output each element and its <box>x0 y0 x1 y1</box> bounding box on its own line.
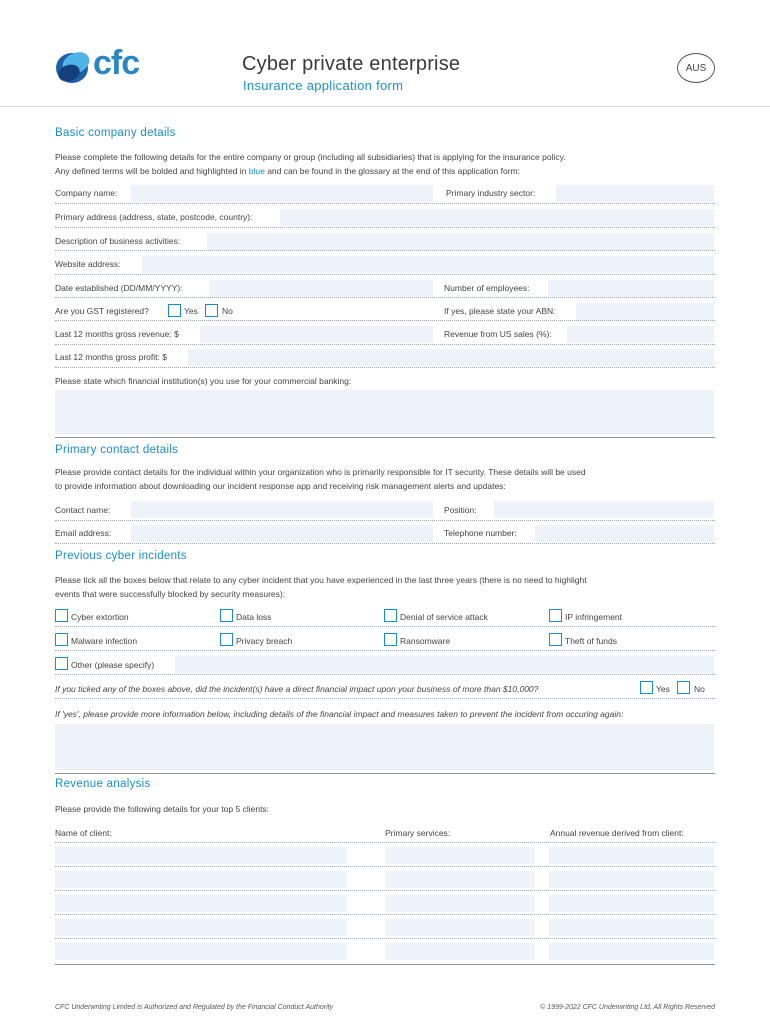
ip-label: IP infringement <box>565 612 623 622</box>
client-services-field[interactable] <box>385 871 535 888</box>
row-divider <box>55 520 715 521</box>
client-revenue-field[interactable] <box>549 871 714 888</box>
contact-name-field[interactable] <box>131 501 433 518</box>
logo-text: cfc <box>93 44 140 82</box>
privacy-checkbox[interactable] <box>220 633 233 646</box>
other-label: Other (please specify) <box>71 660 155 670</box>
dos-checkbox[interactable] <box>384 609 397 622</box>
contact-intro-1: Please provide contact details for the individual within your organization who is primarily responsible for IT security. These details will be used <box>55 467 586 477</box>
data-loss-label: Data loss <box>236 612 272 622</box>
client-revenue-field[interactable] <box>549 847 714 864</box>
theft-label: Theft of funds <box>565 636 617 646</box>
basic-intro-1: Please complete the following details for the entire company or group (including all subsidiaries) that is applying for the insurance policy. <box>55 152 566 162</box>
client-services-field[interactable] <box>385 847 535 864</box>
row-divider <box>55 367 715 368</box>
intro-text: Any defined terms will be bolded and highlighted in <box>55 166 249 176</box>
col-header-revenue: Annual revenue derived from client: <box>550 828 684 838</box>
section-title-contact: Primary contact details <box>55 444 179 456</box>
section-title-revenue: Revenue analysis <box>55 778 151 790</box>
description-label: Description of business activities: <box>55 236 181 246</box>
cfc-logo <box>54 50 94 86</box>
profit-field[interactable] <box>188 349 714 366</box>
section-divider <box>55 437 715 438</box>
impact-yes-checkbox[interactable] <box>640 681 653 694</box>
intro-highlight: blue <box>248 166 265 176</box>
ransomware-checkbox[interactable] <box>384 633 397 646</box>
impact-yes-label: Yes <box>656 684 670 694</box>
row-divider <box>55 674 715 675</box>
intro-text-end: and can be found in the glossary at the end of this application form: <box>264 166 520 176</box>
employees-label: Number of employees: <box>444 283 530 293</box>
basic-intro-2 <box>55 164 715 178</box>
abn-field[interactable] <box>576 303 714 320</box>
us-sales-label: Revenue from US sales (%): <box>444 329 552 339</box>
page-subtitle: Insurance application form <box>243 78 404 93</box>
client-name-field[interactable] <box>55 943 347 960</box>
region-badge: AUS <box>677 53 715 83</box>
client-revenue-field[interactable] <box>549 919 714 936</box>
client-services-field[interactable] <box>385 943 535 960</box>
email-label: Email address: <box>55 528 112 538</box>
row-divider <box>55 890 715 891</box>
revenue-intro: Please provide the following details for your top 5 clients: <box>55 804 270 814</box>
malware-label: Malware infection <box>71 636 138 646</box>
impact-no-label: No <box>694 684 705 694</box>
footer-copyright: © 1999-2022 CFC Underwriting Ltd, All Rights Reserved <box>540 1004 715 1011</box>
client-revenue-field[interactable] <box>549 895 714 912</box>
row-divider <box>55 344 715 345</box>
contact-intro-2: to provide information about downloading our incident response app and receiving risk management alerts and updates: <box>55 481 506 491</box>
malware-checkbox[interactable] <box>55 633 68 646</box>
row-divider <box>55 274 715 275</box>
address-label: Primary address (address, state, postcode, country): <box>55 212 253 222</box>
data-loss-checkbox[interactable] <box>220 609 233 622</box>
header-divider <box>0 106 770 107</box>
section-divider <box>55 773 715 774</box>
incident-details-field[interactable] <box>55 724 714 770</box>
website-field[interactable] <box>142 256 714 273</box>
company-name-field[interactable] <box>131 185 433 202</box>
row-divider <box>55 227 715 228</box>
privacy-label: Privacy breach <box>236 636 293 646</box>
position-field[interactable] <box>494 501 714 518</box>
gst-yes-checkbox[interactable] <box>168 304 181 317</box>
incidents-intro-1: Please tick all the boxes below that relate to any cyber incident that you have experienced in the last three years (there is no need to highlight <box>55 575 587 585</box>
ip-checkbox[interactable] <box>549 609 562 622</box>
col-header-client: Name of client: <box>55 828 112 838</box>
address-field[interactable] <box>280 209 714 226</box>
cyber-extortion-label: Cyber extortion <box>71 612 129 622</box>
abn-label: If yes, please state your ABN: <box>444 306 556 316</box>
other-field[interactable] <box>175 656 714 673</box>
footer-regulation: CFC Underwriting Limited is Authorized and Regulated by the Financial Conduct Authority <box>55 1004 334 1011</box>
client-name-field[interactable] <box>55 871 347 888</box>
client-services-field[interactable] <box>385 919 535 936</box>
row-divider <box>55 650 715 651</box>
gst-label: Are you GST registered? <box>55 306 149 316</box>
row-divider <box>55 938 715 939</box>
client-name-field[interactable] <box>55 919 347 936</box>
row-divider <box>55 914 715 915</box>
client-name-field[interactable] <box>55 847 347 864</box>
client-table <box>55 847 715 963</box>
row-divider <box>55 842 715 843</box>
date-established-field[interactable] <box>209 280 433 297</box>
employees-field[interactable] <box>548 280 714 297</box>
section-title-basic: Basic company details <box>55 127 176 139</box>
row-divider <box>55 297 715 298</box>
section-title-incidents: Previous cyber incidents <box>55 550 187 562</box>
date-established-label: Date established (DD/MM/YYYY): <box>55 283 183 293</box>
other-checkbox[interactable] <box>55 657 68 670</box>
incidents-intro-2: events that were successfully blocked by security measures): <box>55 589 286 599</box>
page-title: Cyber private enterprise <box>242 53 461 75</box>
profit-label: Last 12 months gross profit: $ <box>55 352 167 362</box>
col-header-services: Primary services: <box>385 828 451 838</box>
row-divider <box>55 320 715 321</box>
ransomware-label: Ransomware <box>400 636 451 646</box>
dos-label: Denial of service attack <box>400 612 488 622</box>
revenue-field[interactable] <box>200 326 433 343</box>
row-divider <box>55 250 715 251</box>
contact-name-label: Contact name: <box>55 505 111 515</box>
theft-checkbox[interactable] <box>549 633 562 646</box>
client-services-field[interactable] <box>385 895 535 912</box>
details-question: If 'yes', please provide more information below, including details of the financial impact and measures taken to prevent the incident from occuring again: <box>55 709 624 719</box>
section-divider <box>55 964 715 965</box>
row-divider <box>55 203 715 204</box>
impact-question: If you ticked any of the boxes above, did the incident(s) have a direct financial impact upon your business of more than $10,000? <box>55 684 539 694</box>
gst-no-checkbox[interactable] <box>205 304 218 317</box>
gst-no-label: No <box>222 306 233 316</box>
industry-label: Primary industry sector: <box>446 188 536 198</box>
banking-label: Please state which financial institution(s) you use for your commercial banking: <box>55 376 352 386</box>
industry-field[interactable] <box>556 185 714 202</box>
cyber-extortion-checkbox[interactable] <box>55 609 68 622</box>
phone-field[interactable] <box>535 525 714 542</box>
email-field[interactable] <box>131 525 433 542</box>
description-field[interactable] <box>207 233 714 250</box>
client-revenue-field[interactable] <box>549 943 714 960</box>
gst-yes-label: Yes <box>184 306 198 316</box>
cfc-logo-icon <box>54 50 94 86</box>
row-divider <box>55 698 715 699</box>
website-label: Website address: <box>55 259 121 269</box>
row-divider <box>55 866 715 867</box>
company-name-label: Company name: <box>55 188 118 198</box>
position-label: Position: <box>444 505 477 515</box>
impact-no-checkbox[interactable] <box>677 681 690 694</box>
row-divider <box>55 543 715 544</box>
banking-field[interactable] <box>55 390 714 434</box>
phone-label: Telephone number: <box>444 528 517 538</box>
client-name-field[interactable] <box>55 895 347 912</box>
us-sales-field[interactable] <box>567 326 714 343</box>
row-divider <box>55 626 715 627</box>
revenue-label: Last 12 months gross revenue: $ <box>55 329 179 339</box>
